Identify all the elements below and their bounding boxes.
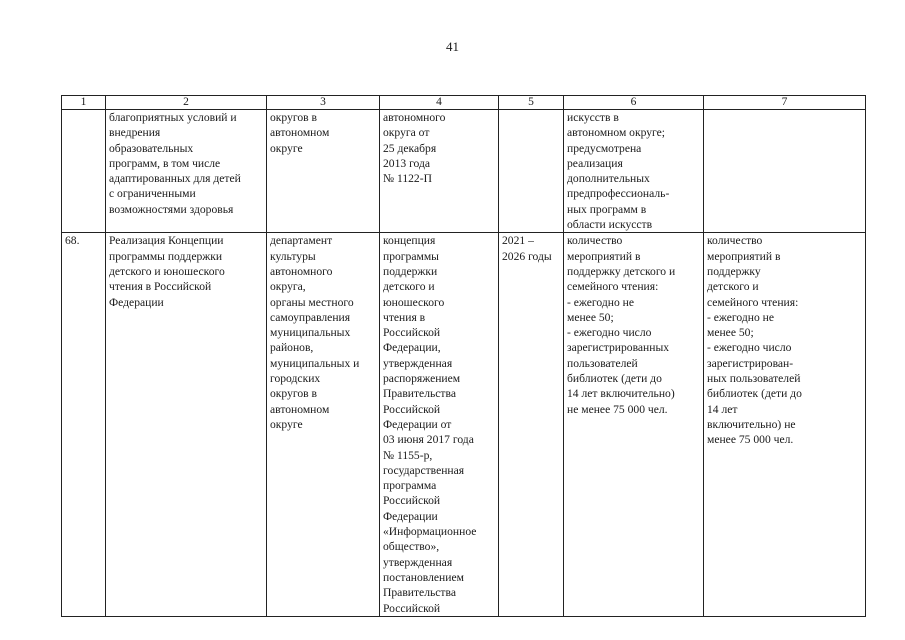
table-header-row: [62, 96, 866, 110]
measure-name-cell: благоприятных условий и внедрения образовательных программ, в том числе адаптированных для детей с ограниченными возможностями здоровья: [106, 110, 267, 233]
responsible-cell: департамент культуры автономного округа, органы местного самоуправления муниципальных районов, муниципальных и городских округов в автономном округе: [267, 233, 380, 616]
measures-table: [61, 95, 866, 617]
basis-document-cell: автономного округа от 25 декабря 2013 года № 1122-П: [380, 110, 499, 233]
page-number: 41: [446, 39, 459, 54]
responsible-cell: округов в автономном округе: [267, 110, 380, 233]
period-cell: [499, 110, 564, 233]
measure-name-cell: Реализация Концепции программы поддержки детского и юношеского чтения в Российской Федерации: [106, 233, 267, 616]
column-header-4: 4: [380, 96, 499, 110]
expected-result-cell: количество мероприятий в поддержку детского и семейного чтения: - ежегодно не менее 50; - ежегодно число зарегистрированных пользователей библиотек (дети до 14 лет включительно) не менее 75 000 чел.: [564, 233, 704, 616]
expected-result-cell: искусств в автономном округе; предусмотрена реализация дополнительных предпрофессиональ- ных программ в области искусств: [564, 110, 704, 233]
column-header-2: 2: [106, 96, 267, 110]
indicator-cell: [704, 110, 866, 233]
basis-document-cell: концепция программы поддержки детского и юношеского чтения в Российской Федерации, утвержденная распоряжением Правительства Российской Федерации от 03 июня 2017 года № 1155-р, государственная программа Российской Федерации «Информационное общество», утвержденная постановлением Правительства Российской: [380, 233, 499, 616]
column-header-1: 1: [62, 96, 106, 110]
row-number-cell: 68.: [62, 233, 106, 616]
period-cell: 2021 – 2026 годы: [499, 233, 564, 616]
indicator-cell: количество мероприятий в поддержку детского и семейного чтения: - ежегодно не менее 50; - ежегодно число зарегистрирован- ных пользователей библиотек (дети до 14 лет включительно) не менее 75 000 чел.: [704, 233, 866, 616]
row-number-cell: [62, 110, 106, 233]
column-header-5: 5: [499, 96, 564, 110]
column-header-3: 3: [267, 96, 380, 110]
column-header-7: 7: [704, 96, 866, 110]
table-row: [62, 110, 866, 233]
column-header-6: 6: [564, 96, 704, 110]
table-row: [62, 233, 866, 616]
